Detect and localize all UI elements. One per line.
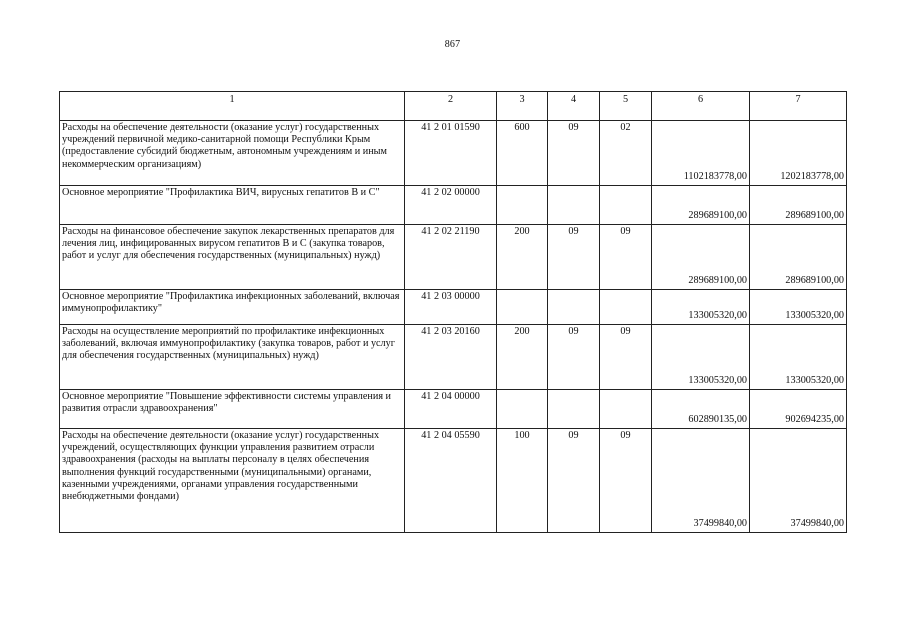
subsection-code: 09 — [600, 225, 652, 290]
table-row — [60, 186, 847, 225]
expense-name: Основное мероприятие "Профилактика инфекционных заболеваний, включая иммунопрофилактику" — [60, 290, 405, 325]
target-article-code: 41 2 04 00000 — [405, 390, 497, 429]
section-code: 09 — [548, 225, 600, 290]
column-header: 5 — [600, 92, 652, 121]
expense-name: Основное мероприятие "Профилактика ВИЧ, вирусных гепатитов В и С" — [60, 186, 405, 225]
subsection-code — [600, 186, 652, 225]
table-row — [60, 325, 847, 390]
expense-type: 200 — [497, 225, 548, 290]
amount-year-1: 1102183778,00 — [652, 121, 750, 186]
section-code: 09 — [548, 121, 600, 186]
target-article-code: 41 2 03 00000 — [405, 290, 497, 325]
table-row — [60, 390, 847, 429]
amount-year-1: 133005320,00 — [652, 325, 750, 390]
column-header: 4 — [548, 92, 600, 121]
column-header: 7 — [750, 92, 847, 121]
expense-type — [497, 186, 548, 225]
amount-year-2: 289689100,00 — [750, 225, 847, 290]
table-header-row — [60, 92, 847, 121]
subsection-code: 09 — [600, 325, 652, 390]
target-article-code: 41 2 04 05590 — [405, 429, 497, 533]
column-header: 1 — [60, 92, 405, 121]
column-header: 6 — [652, 92, 750, 121]
section-code — [548, 390, 600, 429]
amount-year-2: 1202183778,00 — [750, 121, 847, 186]
expense-name: Расходы на обеспечение деятельности (оказание услуг) государственных учреждений первичной медико-санитарной помощи Республики Крым (предоставление субсидий бюджетным, автономным учреждениям и иным некоммерческим организациям) — [60, 121, 405, 186]
expense-type — [497, 390, 548, 429]
amount-year-1: 37499840,00 — [652, 429, 750, 533]
table-row — [60, 429, 847, 533]
page-number: 867 — [444, 39, 461, 50]
amount-year-1: 133005320,00 — [652, 290, 750, 325]
expense-type: 200 — [497, 325, 548, 390]
expense-type: 600 — [497, 121, 548, 186]
table-row — [60, 290, 847, 325]
budget-table — [59, 91, 847, 533]
expense-type — [497, 290, 548, 325]
target-article-code: 41 2 02 00000 — [405, 186, 497, 225]
target-article-code: 41 2 03 20160 — [405, 325, 497, 390]
column-header: 2 — [405, 92, 497, 121]
subsection-code: 02 — [600, 121, 652, 186]
table-row — [60, 225, 847, 290]
amount-year-2: 902694235,00 — [750, 390, 847, 429]
section-code: 09 — [548, 325, 600, 390]
expense-name: Расходы на осуществление мероприятий по профилактике инфекционных заболеваний, включая иммунопрофилактику (закупка товаров, работ и услуг для обеспечения государственных (муниципальных) нужд) — [60, 325, 405, 390]
expense-type: 100 — [497, 429, 548, 533]
amount-year-2: 289689100,00 — [750, 186, 847, 225]
expense-name: Расходы на обеспечение деятельности (оказание услуг) государственных учреждений, осуществляющих функции управления развитием отрасли здравоохранения (расходы на выплаты персоналу в целях обеспечения выполнения функций государственными (муниципальными) органами, казенными учреждениями, органами управления государственными внебюджетными фондами) — [60, 429, 405, 533]
expense-name: Расходы на финансовое обеспечение закупок лекарственных препаратов для лечения лиц, инфицированных вирусом гепатитов В и С (закупка товаров, работ и услуг для обеспечения государственных (муниципальных) нужд) — [60, 225, 405, 290]
amount-year-2: 37499840,00 — [750, 429, 847, 533]
amount-year-1: 289689100,00 — [652, 225, 750, 290]
amount-year-2: 133005320,00 — [750, 290, 847, 325]
subsection-code — [600, 290, 652, 325]
section-code — [548, 290, 600, 325]
column-header: 3 — [497, 92, 548, 121]
section-code: 09 — [548, 429, 600, 533]
subsection-code — [600, 390, 652, 429]
subsection-code: 09 — [600, 429, 652, 533]
amount-year-1: 602890135,00 — [652, 390, 750, 429]
amount-year-2: 133005320,00 — [750, 325, 847, 390]
target-article-code: 41 2 02 21190 — [405, 225, 497, 290]
section-code — [548, 186, 600, 225]
expense-name: Основное мероприятие "Повышение эффективности системы управления и развития отрасли здравоохранения" — [60, 390, 405, 429]
table-row — [60, 121, 847, 186]
amount-year-1: 289689100,00 — [652, 186, 750, 225]
target-article-code: 41 2 01 01590 — [405, 121, 497, 186]
